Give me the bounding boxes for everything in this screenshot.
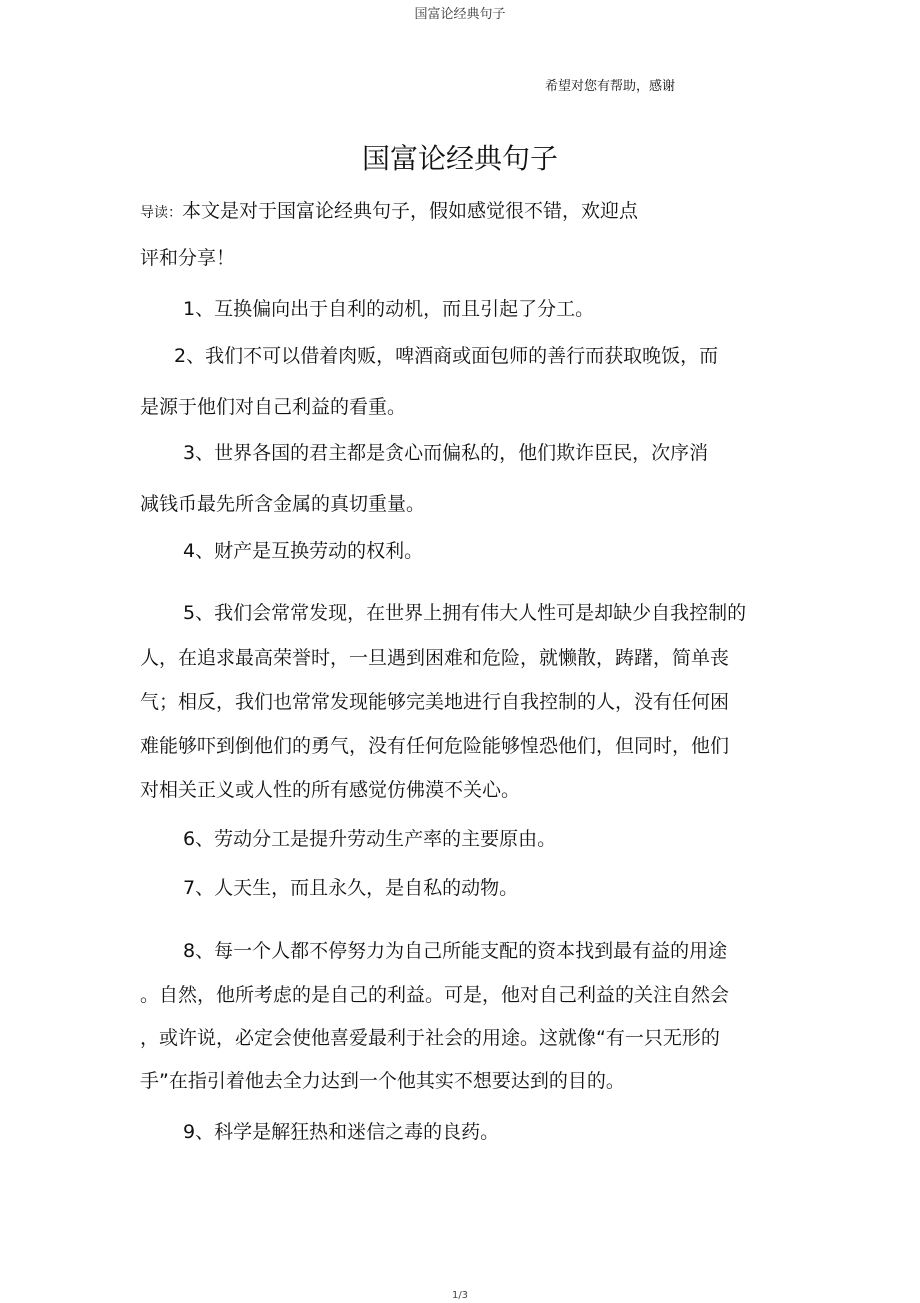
page-title: 国富论经典句子: [361, 142, 558, 175]
quote-2-line-1: 2、我们不可以借着肉贩，啤酒商或面包师的善行而获取晚饭，而: [174, 345, 719, 367]
intro-line-1: [140, 198, 638, 226]
quote-8-line-4: 手”在指引着他去全力达到一个他其实不想要达到的目的。: [140, 1070, 625, 1092]
page-number: 1/3: [451, 1290, 469, 1301]
quote-8-line-2: 。自然，他所考虑的是自己的利益。可是，他对自己利益的关注自然会: [140, 984, 730, 1006]
quote-8-line-3: ，或许说，必定会使他喜爱最利于社会的用途。这就像“有一只无形的: [140, 1027, 720, 1049]
quote-4-line-1: 4、财产是互换劳动的权利。: [183, 540, 424, 562]
top-note: 希望对您有帮助，感谢: [545, 79, 676, 94]
intro-label: 导读：: [140, 205, 182, 221]
quote-2-line-2: 是源于他们对自己利益的看重。: [140, 396, 407, 418]
quote-5-line-3: 气；相反，我们也常常发现能够完美地进行自我控制的人，没有任何困: [140, 691, 730, 713]
quote-9-line-1: 9、科学是解狂热和迷信之毒的良药。: [183, 1121, 500, 1143]
quote-8-line-1: 8、每一个人都不停努力为自己所能支配的资本找到最有益的用途: [183, 940, 728, 962]
running-header: 国富论经典句子: [414, 7, 506, 22]
quote-5-line-1: 5、我们会常常发现，在世界上拥有伟大人性可是却缺少自我控制的: [183, 602, 747, 624]
quote-5-line-5: 对相关正义或人性的所有感觉仿佛漠不关心。: [140, 779, 521, 801]
quote-3-line-1: 3、世界各国的君主都是贪心而偏私的，他们欺诈臣民，次序消: [183, 442, 709, 464]
quote-7-line-1: 7、人天生，而且永久，是自私的动物。: [183, 877, 519, 899]
quote-5-line-4: 难能够吓到倒他们的勇气，没有任何危险能够惶恐他们，但同时，他们: [140, 735, 730, 757]
intro-line-2: 评和分享！: [140, 247, 236, 269]
quote-3-line-2: 减钱币最先所含金属的真切重量。: [140, 493, 426, 515]
quote-1-line-1: 1、互换偏向出于自利的动机，而且引起了分工。: [183, 298, 595, 320]
quote-5-line-2: 人，在追求最高荣誉时，一旦遇到困难和危险，就懒散，踌躇，简单丧: [140, 647, 730, 669]
quote-6-line-1: 6、劳动分工是提升劳动生产率的主要原由。: [183, 828, 557, 850]
intro-text: 本文是对于国富论经典句子，假如感觉很不错，欢迎点: [182, 200, 639, 222]
